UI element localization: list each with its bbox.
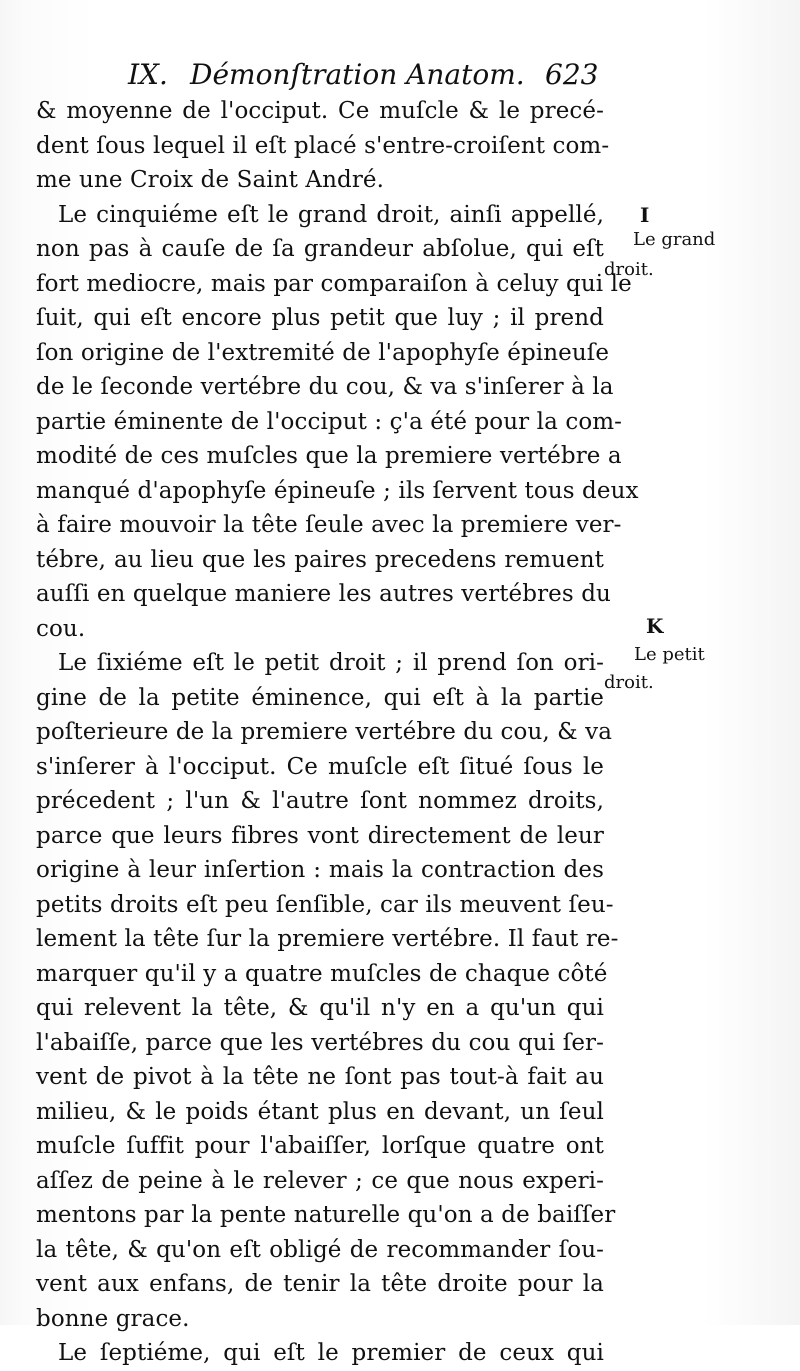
text-line: fort mediocre, mais par comparaiſon à celuy qui le <box>36 270 632 297</box>
text-line: me une Croix de Saint André. <box>36 167 385 193</box>
text-line: modité de ces muſcles que la premiere vertébre a <box>36 443 622 469</box>
margin-note-label: droit. <box>604 259 654 280</box>
page-number: 623 <box>545 58 599 91</box>
running-title: Démonſtration Anatom. <box>190 58 525 91</box>
text-line: poſterieure de la premiere vertébre du cou, & va <box>36 719 613 745</box>
margin-note-label: droit. <box>604 672 654 693</box>
text-line: à faire mouvoir la tête ſeule avec la premiere ver- <box>36 512 622 538</box>
text-line: ſuit, qui eſt encore plus petit que luy ; il prend <box>36 305 604 331</box>
text-line: marquer qu'il y a quatre muſcles de chaque côté <box>36 960 608 987</box>
paragraph-start-line: Le ſixiéme eſt le petit droit ; il prend ſon ori- <box>58 650 604 676</box>
text-line: parce que leurs fibres vont directement de leur <box>36 822 604 849</box>
text-line: l'abaiſſe, parce que les vertébres du cou qui ſer- <box>36 1029 604 1056</box>
text-line: cou. <box>36 615 86 642</box>
text-line: non pas à cauſe de ſa grandeur abſolue, qui eſt <box>36 236 604 262</box>
text-line: dent ſous lequel il eſt placé s'entre-croiſent com- <box>36 132 610 159</box>
text-line: s'inſerer à l'occiput. Ce muſcle eſt ſitué ſous le <box>36 753 604 780</box>
text-line: vent de pivot à la tête ne ſont pas tout-à fait au <box>36 1064 604 1090</box>
margin-note-label: Le grand <box>633 229 716 250</box>
text-line: manqué d'apophyſe épineuſe ; ils ſervent tous deux <box>36 477 639 504</box>
text-line: de le ſeconde vertébre du cou, & va s'inſerer à la <box>36 374 614 400</box>
text-line: précedent ; l'un & l'autre ſont nommez droits, <box>36 788 604 814</box>
text-line: ſon origine de l'extremité de l'apophyſe épineuſe <box>36 339 610 366</box>
paragraph-start-line: Le ſeptiéme, qui eſt le premier de ceux qui <box>58 1340 604 1366</box>
margin-note-label: Le petit <box>634 644 705 665</box>
text-line: muſcle ſuffit pour l'abaiſſer, lorſque quatre ont <box>36 1133 604 1159</box>
text-line: partie éminente de l'occiput : ç'a été pour la com- <box>36 408 623 435</box>
text-line: lement la tête ſur la premiere vertébre. Il faut re- <box>36 926 619 952</box>
text-line: qui relevent la tête, & qu'il n'y en a qu'un qui <box>36 995 604 1021</box>
margin-note-letter: K <box>646 614 664 638</box>
text-line: origine à leur inſertion : mais la contraction des <box>36 857 604 883</box>
running-head <box>0 58 800 98</box>
text-line: bonne grace. <box>36 1305 190 1332</box>
text-line: & moyenne de l'occiput. Ce muſcle & le precé- <box>36 98 604 124</box>
text-line: auſſi en quelque maniere les autres vertébres du <box>36 581 611 607</box>
text-line: milieu, & le poids étant plus en devant, un ſeul <box>36 1098 604 1125</box>
paragraph-start-line: Le cinquiéme eſt le grand droit, ainſi appellé, <box>58 201 604 228</box>
text-line: la tête, & qu'on eſt obligé de recommander ſou- <box>36 1236 604 1263</box>
text-line: petits droits eſt peu ſenſible, car ils meuvent ſeu- <box>36 891 614 918</box>
text-line: tébre, au lieu que les paires precedens remuent <box>36 546 604 573</box>
text-line: gine de la petite éminence, qui eſt à la partie <box>36 684 604 711</box>
margin-note-letter: I <box>640 203 650 227</box>
text-line: vent aux enfans, de tenir la tête droite pour la <box>36 1271 604 1297</box>
body-text <box>36 94 639 1371</box>
text-line: aſſez de peine à le relever ; ce que nous experi- <box>36 1167 604 1194</box>
chapter-number: IX. <box>128 58 168 91</box>
text-line: mentons par la pente naturelle qu'on a de baiſſer <box>36 1202 616 1228</box>
